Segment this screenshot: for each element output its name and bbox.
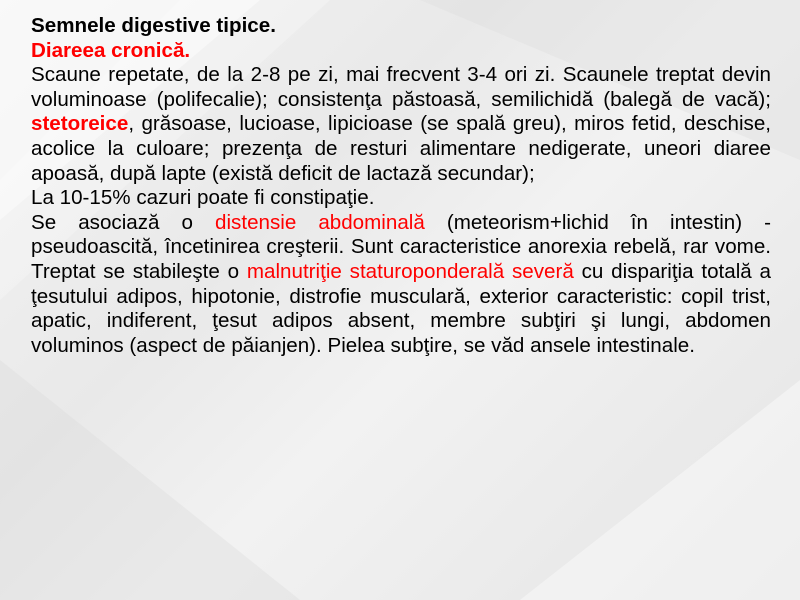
- slide-body: [31, 14, 771, 358]
- paragraph-constipation: La 10-15% cazuri poate fi constipaţie.: [31, 186, 375, 210]
- paragraph-text: Se asociază o: [31, 210, 216, 234]
- paragraph-text: Scaune repetate, de la 2-8 pe zi, mai frecvent 3-4 ori zi. Scaunele treptat devin voluminoase (polifecalie); consistenţa păstoasă, semilichidă (balegă de vacă);: [31, 63, 771, 111]
- highlight-steatorrhea: stetoreice: [31, 112, 129, 136]
- paragraph-text: , grăsoase, lucioase, lipicioase (se spală greu), miros fetid, deschise, acolice la culoare; prezenţa de resturi alimentare nedigerate, uneori diaree apoasă, după lapte (există deficit de lactază secundar);: [31, 112, 771, 185]
- highlight-abdominal-distension: distensie abdominală: [215, 210, 425, 234]
- paragraph-stool-description: [31, 63, 771, 186]
- highlight-malnutrition: malnutriţie staturoponderală severă: [246, 259, 574, 283]
- slide-title: Semnele digestive tipice.: [31, 14, 276, 37]
- paragraph-text: (meteorism+lichid în intestin) - pseudoascită, încetinirea creşterii. Sunt caracteristice anorexia rebelă, rar vome. Treptat se stabileşte o: [31, 210, 772, 283]
- slide-subtitle: Diareea cronică.: [31, 38, 191, 62]
- paragraph-associated-signs: [31, 211, 771, 359]
- paragraph-text: cu dispariţia totală a ţesutului adipos, hipotonie, distrofie musculară, exterior caracteristic: copil trist, apatic, indiferent, ţesut adipos absent, membre subţiri şi lungi, abdomen voluminos (aspect de păianjen). Pielea subţire, se văd ansele intestinale.: [31, 259, 771, 357]
